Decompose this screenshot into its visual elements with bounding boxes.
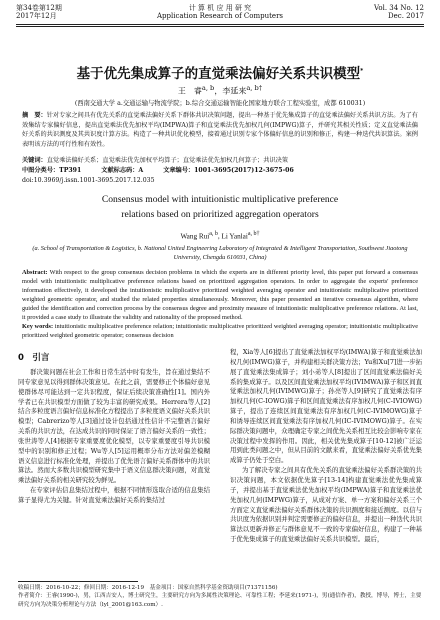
authors-en: Wang Rui$^{a, b}$, Li Yanlai$^{a, b\dagger}$ <box>180 231 260 241</box>
doc-code: 文献标志码：A <box>101 167 144 174</box>
header-rule-double <box>16 26 424 27</box>
paper-title-cn: 基于优先集成算子的直觉乘法偏好关系共识模型* <box>76 66 364 82</box>
abstract-cn: 摘 要：针对专家之间具有优先关系的直觉乘法偏好关系下群体共识决策问题，提出一种基于优先集成算子的直觉乘法偏好关系共识方法。为了有效集结专家偏好信息，提出直觉乘法优先加权平均(IMPWA)算子和直觉乘法优先加权几何(IMPWG)算子，并研究其相关性质；定义直觉乘法偏好关系的共识测度及其共识度计算方法。构造了一种共识优化模型，接着通过识别专家个体偏好信息的识别和修正，构建一种迭代共识算法。案例表明该方法的可行性和有效性。 <box>22 112 418 148</box>
classification-line <box>22 166 418 176</box>
affiliation-cn: (西南交通大学 a.交通运输与物流学院；b.综合交通运输智能化国家地方联合工程实验室，成都 610031) <box>74 100 366 107</box>
article-no: 文章编号：1001-3695(2017)12-3675-06 <box>163 167 294 174</box>
header-right: Vol. 34 No. 12 Dec. 2017 <box>373 4 424 20</box>
footnote-author: 作者简介：王睿(1990-)，男，江西吉安人，博士研究生，主要研究方向为多属性决策理论、可靠性工程；李延来(1971-)，男(通信作者)，教授，博导，博士，主要研究方向为决策分析理论与方法（lyl_2001@163.com）. <box>18 593 422 608</box>
paragraph: 程，Xia等人[6]提出了直觉乘法加权平均(IMWA)算子和直觉乘法加权几何(IMWG)算子，并构建相关群决策方法；Yu和Xu[7]进一步拓展了直觉乘法集成算子；刘小弟等人[8]提出了区间直觉乘法偏好关系的集成算子。以及区间直觉乘法加权平均(IVIMWA)算子和区间直觉乘法加权几何(IVIMWG)算子；孙亮等人[9]研究了直觉乘法有序加权几何(C-IOWG)算子和区间直觉乘法有序加权几何(C-IVIOWG)算子，提出了连续区间直觉乘法有序加权几何(C-IVIMOWG)算子和诱导连续区间直觉乘法有序加权几何(IC-IVIMOWG)算子。在实际群决策问题中，众理确定专家之间优先关系相互比较会影响专家在决策过程中发挥的作用。因此，相关优先集成算子[10-12]被广泛运用到此类问题之中，但从目前的文献来看，直觉乘法偏好关系优先集成算子仍处于空白。 <box>230 348 422 465</box>
body-column-left <box>18 348 210 506</box>
clc: 中图分类号：TP391 <box>22 167 82 174</box>
header-left: 第34卷第12期 2017年12月 <box>16 4 62 20</box>
paragraph: 为了解决专家之间具有优先关系的直觉乘法偏好关系群决策的共识决策问题，本文依据优先算子[13-14]构建直觉乘法优先集成算子，并提出基于直觉乘法优先加权平均(IMPWA)算子和直觉乘法优先加权几何(IMPWG)算子，从成对方案、单一方案和偏好关系三个方面定义直觉乘法偏好关系群体决策的共识测度和接近测度。以信与共识度为依据识别并判定需要修正的偏好信息，并提出一种迭代共识算法以更新并修正与群体意见不一致的专家偏好信息，构建了一种基于优先集成算子的直觉乘法偏好关系共识模型。最后， <box>230 466 422 544</box>
body-column-right <box>230 348 422 545</box>
keywords-en: Key words: intuitionistic multiplicative preference relation; intuitionistic multiplicative prioritized weighted averaging operator; intuitionistic multiplicative prioritized weighted geometric operator; consensus decision <box>22 323 418 339</box>
keywords-cn: 关键词：直觉乘法偏好关系；直觉乘法优先加权平均算子；直觉乘法优先加权几何算子；共识决策 <box>22 157 289 164</box>
footnote-received: 收稿日期：2016-10-22；修回日期：2016-12-19 基金项目：国家自然科学基金资助项目(71371156) <box>18 585 278 591</box>
paragraph: 群决策问题在社会工作和日常生活中时有发生，旨在通过集结不同专家意见以得到群体决策意见。在此之前，需要修正个体偏好意见使群体尽可能达到一定共识程度，保证后续决策准确性[1]。国内外学者已在共识模型方面做了较为丰富的研究成果。Herrera等人[2]结合多粒度语言偏好信息标准化方程提出了多粒度语义偏好关系共识模型；Cabrerizo等人[3]通过设计包括通过性信计不完整语言偏好关系的共识方法，在达成共识的同时保证了语言偏好关系的一致性；张世涛等人[4]根据专家重要度优化模型，以专家重要度引导共识模型中的识别和修正过程；Wu等人[5]运用概率分布方法对偏差模糊语义信息进行标准化处理，并提出了优先语言偏好关系群体中的共识算法。然而大多数共识模型研究集中于语义信息群决策问题，对直觉乘法偏好关系的相关研究较为鲜见。 <box>18 368 210 485</box>
section-heading: 0 引言 <box>18 353 50 363</box>
paragraph: 在专家评估信息集结过程中，根据不同情形选取合适的信息集结算子显得尤为关键。针对直觉乘法偏好关系的集结过 <box>18 486 210 504</box>
footnotes <box>18 584 422 609</box>
footnote-rule <box>18 581 138 582</box>
header-center: 计 算 机 应 用 研 究 Application Research of Computers <box>156 4 284 20</box>
doi: doi:10.3969/j.issn.1001-3695.2017.12.035 <box>22 177 155 184</box>
authors-cn: 王 睿$^{a, b}$，李延来$^{a, b\dagger}$ <box>177 84 263 96</box>
affiliation-en: (a. School of Transportation & Logistics, b. National United Engineering Laboratory of Integrated & Intelligent Transportation, Southwest Jiaotong University, Chengdu 610031, China) <box>32 245 408 261</box>
paper-title-en: Consensus model with intuitionistic multiplicative preference relations based on prioritized aggregation operators <box>101 194 339 220</box>
abstract-en: Abstract: With respect to the group consensus decision problems in which the experts are in different priority level, this paper put forward a consensus model with intuitionistic multiplicative preference relations based on prioritized aggregation operators. In order to aggregate the experts' preference information effectively, it developed the intuitionistic multiplicative prioritized weighted averaging operator and intuitionistic multiplicative prioritized weighted geometric operator, and studied the related properties simultaneously. Moreover, this paper presented an iterative consensus algorithm, where guided the identification and correction process by the consensus degree and proximity measure of intuitionistic multiplicative preference relations. At last, it provided a case study to illustrate the validity and rationality of the proposed method. <box>22 269 418 321</box>
header-rule <box>16 24 424 25</box>
